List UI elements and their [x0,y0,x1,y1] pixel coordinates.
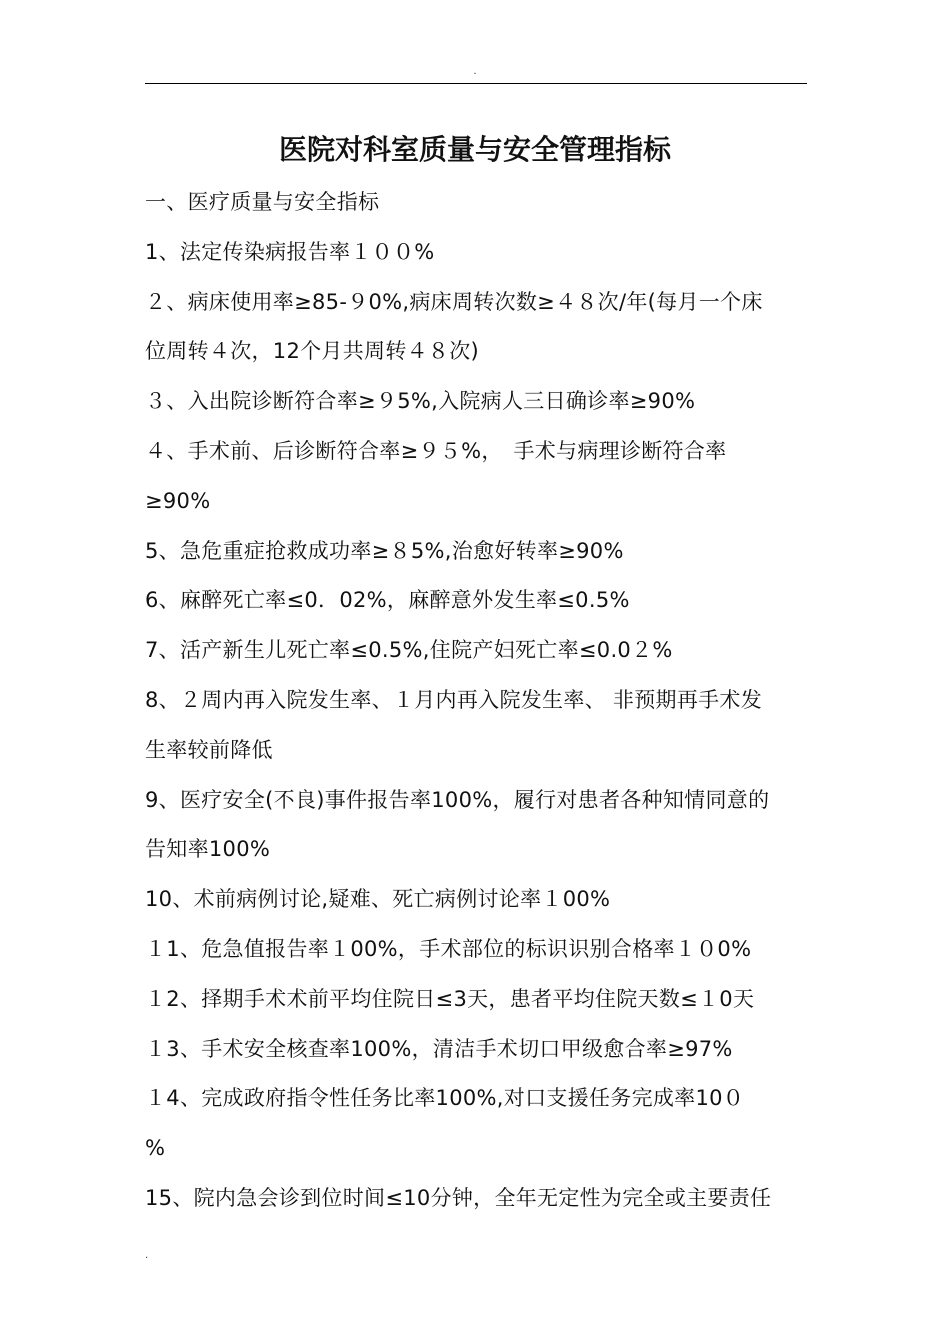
text-line: 10、术前病例讨论,疑难、死亡病例讨论率１00% [145,887,611,912]
text-line: １2、择期手术术前平均住院日≤3天，患者平均住院天数≤１0天 [145,986,755,1011]
text-line: １1、危急值报告率１00%，手术部位的标识识别合格率１０0% [145,936,752,961]
header-mark: . [473,66,477,77]
text-line: 7、活产新生儿死亡率≤0.5%,住院产妇死亡率≤0.0２% [145,638,673,663]
text-line: 告知率100% [145,837,271,862]
text-line: 6、麻醉死亡率≤0．02%，麻醉意外发生率≤0.5% [145,588,630,613]
text-line: １4、完成政府指令性任务比率100%,对口支援任务完成率10０ [145,1086,745,1111]
text-line: 5、急危重症抢救成功率≥８5%,治愈好转率≥90% [145,538,624,563]
text-line: ３、入出院诊断符合率≥９5%,入院病人三日确诊率≥90% [145,389,696,414]
page-title: 医院对科室质量与安全管理指标 [278,133,671,166]
text-line: 9、医疗安全(不良)事件报告率100%，履行对患者各种知情同意的 [145,787,770,812]
footer-mark: . [145,1250,149,1261]
text-line: ２、病床使用率≥85-９0%,病床周转次数≥４８次/年(每月一个床 [145,289,763,314]
text-line: 生率较前降低 [145,737,273,762]
text-line: １3、手术安全核查率100%，清洁手术切口甲级愈合率≥97% [145,1036,733,1061]
text-line: ≥90% [145,488,211,513]
text-line: 位周转４次，12个月共周转４８次) [145,339,480,364]
text-line: 1、法定传染病报告率１００% [145,239,435,264]
text-line: 8、２周内再入院发生率、１月内再入院发生率、 非预期再手术发 [145,687,763,712]
text-line: ４、手术前、后诊断符合率≥９５%， 手术与病理诊断符合率 [145,438,727,463]
body-text [145,178,807,1224]
text-line: 15、院内急会诊到位时间≤10分钟，全年无定性为完全或主要责任 [145,1185,772,1210]
header-rule [145,83,807,84]
text-line: % [145,1136,166,1161]
section-heading: 一、医疗质量与安全指标 [145,190,380,214]
